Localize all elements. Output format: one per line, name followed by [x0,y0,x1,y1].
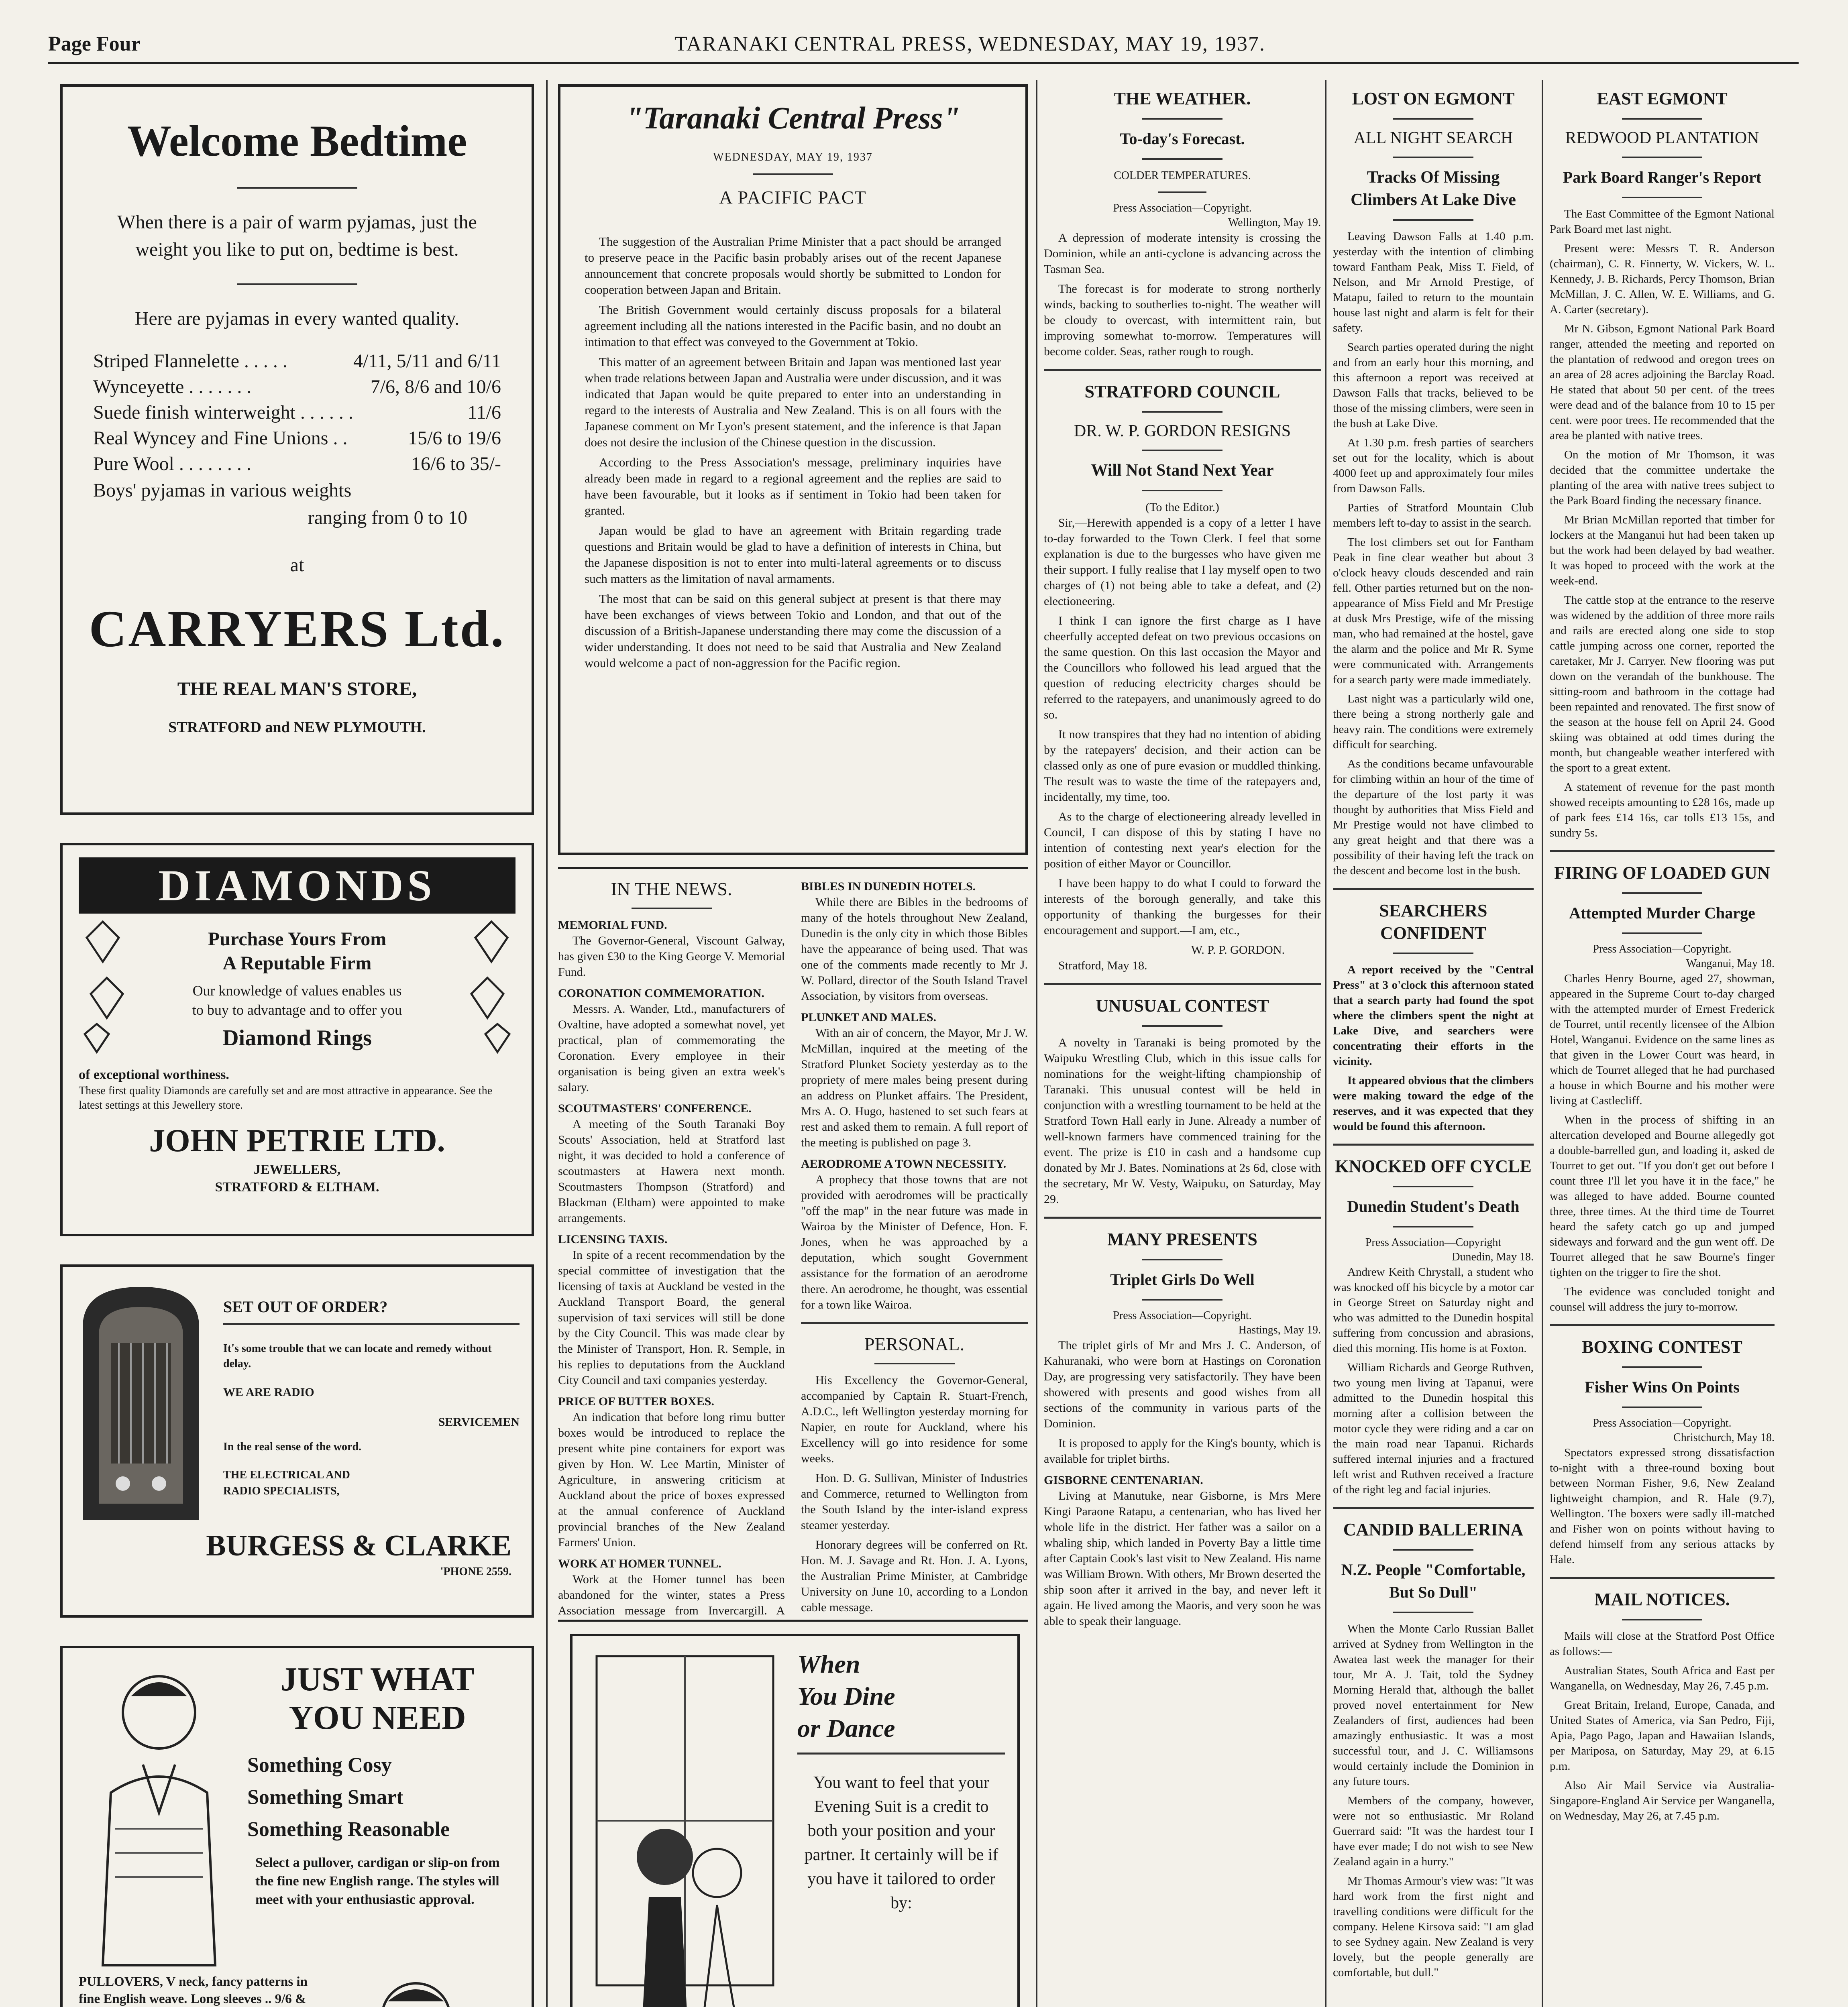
gun-paragraph: The evidence was concluded tonight and counsel will address the jury to-morrow. [1550,1285,1775,1313]
east-egmont-paragraph: The East Committee of the Egmont National Park Board met last night. [1550,208,1775,236]
divider [1333,1144,1534,1146]
ballerina-heading: CANDID BALLERINA [1343,1520,1524,1539]
price-row [79,348,515,374]
divider [1622,197,1702,198]
mail-body [1550,1628,1775,1824]
firm-towns: STRATFORD & ELTHAM. [215,1180,379,1195]
weather-body [1044,230,1321,359]
weather-paragraph: The forecast is for moderate to strong northerly winds, backing to southerlies to-night. The weather will be cloudy to overcast, with intermittent rain, but improving somewhat to-morrow. Temperatures will become colder. Seas, rather rough to rough. [1044,282,1321,358]
news-item-text: Messrs. A. Wander, Ltd., manufacturers of Ovaltine, have adopted a somewhat novel, yet practical, plan of commemorating the Coronation. Every employee in their organisation is being given an extra week's salary. [558,1002,785,1094]
ballerina-body [1333,1621,1534,1980]
cycle-paragraph: William Richards and George Ruthven, two young men living at Tapanui, were admitted to the Dunedin hospital this morning after a collision between the motor cycle they were riding and a car on the main road near Tapanui. Richards suffered internal injuries and a fractured left wrist and Ruthven received a fracture of the right leg and facial injuries. [1333,1361,1534,1496]
contest-body: A novelty in Taranaki is being promoted by the Waipuku Wrestling Club, which in this issue calls for nominations for the weight-lifting championship of Taranaki. This unusual contest will be held in conjunction with a wrestling tournament to be held at the Stratford Town Hall early in June. Already a number of well-known farmers have commenced training for the event. The prize is £10 in cash and a handsome cup donated by Mr J. Bates. Nominations at 2s 6d, close with the secretary, Mr W. Vesty, Waipuku, on Saturday, May 29. [1044,1036,1321,1206]
editorial-paragraph: The most that can be said on this general subject at present is that there may have been exchanges of views between Tokio and London, and that out of the discussion of a British-Japanese understanding there may come the discussion of a wider understanding. It does not need to be said that Australia and New Zealand would welcome a pact of non-aggression for the Pacific region. [585,592,1001,670]
price-item-price: 11/6 [467,402,501,423]
weather-subhead: To-day's Forecast. [1120,130,1245,148]
news-item-text: In spite of a recent recommendation by the special committee of investigation that the licensing of taxis at Auckland be vested in the Auckland Transport Board, the general supervision of taxi services will still be done by the City Council. This was made clear by the Minister of Transport, Hon. R. Semple, in his replies to deputations from the Auckland City Council and taxi companies yesterday. [558,1248,785,1387]
divider [797,1753,1005,1755]
divider [223,1323,520,1325]
divider [1393,1612,1473,1613]
editorial-paragraph: This matter of an agreement between Britain and Japan was mentioned last year when trade relations between Japan and Australia were under discussion, and it was indicated that Japan would be quite prepared to enter into an understanding in regard to the interests of Australia and New Zealand. This is on all fours with the Japanese comment on Mr Lyon's present statement, and the inference is that Japan does not desire the inclusion of the Chinese question in the discussion. [585,355,1001,449]
news-item-title: BIBLES IN DUNEDIN HOTELS. [801,880,976,893]
divider [801,1322,1028,1324]
turnbull-body: You want to feel that your Evening Suit is a credit to both your position and your partner. It certainly will be if you have it tailored to order by: [804,1773,998,1912]
east-egmont-paragraph: The cattle stop at the entrance to the reserve was widened by the addition of three more rails and rails are erected along one side to stop cattle jumping across one corner, reported the caretaker, Mr J. Carryer. New flooring was put down on the verandah of the bunkhouse. The sitting-room and bathroom in the cottage had been repainted and renovated. The first snow of the season at the house fell on April 24. Good skiing was obtained at odd times during the month, but changeable weather interfered with the sport to a great extent. [1550,594,1775,774]
presents-dateline: Hastings, May 19. [1238,1324,1321,1336]
diamonds-line6: of exceptional worthiness. [79,1067,229,1082]
news-item-text: A prophecy that those towns that are not provided with aerodromes will be practically "off the map" in the near future was made in Wairoa by the Minister of Defence, Hon. F. Jones, when he was approached by a deputation, which sought Government assistance for the formation of an aerodrome there. An aerodrome, he thought, was essential for a town like Wairoa. [801,1173,1028,1311]
price-item-name: Pure Wool . . . . . . . . [93,453,251,474]
store-tagline: THE REAL MAN'S STORE, [177,678,417,700]
weather-credit: Press Association—Copyright. [1113,202,1252,214]
contest-heading: UNUSUAL CONTEST [1096,996,1269,1016]
weather-heading: THE WEATHER. [1114,89,1251,108]
divider [1393,1186,1473,1187]
divider [1622,892,1702,894]
cycle-heading: KNOCKED OFF CYCLE [1335,1156,1532,1176]
divider [1622,1619,1702,1620]
ad-lead: Here are pyjamas in every wanted quality. [134,308,460,329]
council-subhead2: Will Not Stand Next Year [1091,461,1274,480]
cycle-credit: Press Association—Copyright [1365,1236,1502,1249]
boxing-heading: BOXING CONTEST [1582,1337,1742,1357]
divider [1622,1366,1702,1368]
cycle-paragraph: Andrew Keith Chrystall, a student who was knocked off his bicycle by a motor car in George Street on Saturday night and who was admitted to the Dunedin hospital suffering from concussion and abrasions, died this morning. His home is at Foxton. [1333,1266,1534,1355]
news-item-text: While there are Bibles in the bedrooms of many of the hotels throughout New Zealand, Dunedin is the only city in which those Bibles have the appearance of being used. That was one of the comments made recently to Mr J. W. Pollard, director of the South Island Travel Association, by visitors from overseas. [801,896,1028,1003]
egmont-paragraph: Last night was a particularly wild one, there being a strong northerly gale and heavy rain. The conditions were extremely difficult for searching. [1333,692,1534,751]
editorial-box [558,84,1028,855]
divider [1142,1025,1222,1027]
column-five [1550,80,1775,2007]
price-item-price: 16/6 to 35/- [411,453,501,474]
ballerina-paragraph: Members of the company, however, were not so enthusiastic. Mr Roland Guerrard said: "It was the hardest tour I have ever made; I do not wish to see New Zealand again in a hurry." [1333,1794,1534,1868]
egmont-paragraph: At 1.30 p.m. fresh parties of searchers set out for the locality, which is about 4000 feet up and approximately four miles from Dawson Falls. [1333,436,1534,495]
news-item-list [801,879,1028,1313]
east-egmont-body [1550,206,1775,841]
divider [237,187,357,189]
ad-hillock [60,1646,534,2007]
confident-body [1333,962,1534,1134]
gun-credit: Press Association—Copyright. [1593,943,1732,955]
mail-paragraph: Australian States, South Africa and East per Wanganella, on Wednesday, May 26, 7.45 p.m. [1550,1664,1775,1692]
hillock-s1: Something Cosy [247,1754,392,1777]
hillock-item: PULLOVERS, V neck, fancy patterns in fine English weave. Long sleeves .. 9/6 & [79,1974,308,2006]
radio-line5: THE ELECTRICAL AND [223,1469,350,1481]
radio-line2: WE ARE RADIO [223,1386,314,1399]
east-egmont-paragraph: Mr Brian McMillan reported that timber for lockers at the Manganui hut had been taken up but the work had been delayed by bad weather. It was hoped to proceed with the work at the week-end. [1550,513,1775,587]
council-paragraph: It now transpires that they had no intention of abiding by the ratepayers' decision, and their action can be classed only as one of pure evasion or muddled thinking. The result was to waste the time of the ratepayers and, incidentally, my time, too. [1044,728,1321,804]
presents-paragraph: It is proposed to apply for the King's bounty, which is available for triplet births. [1044,1437,1321,1466]
divider [1044,983,1321,985]
radio-set-icon [75,1279,207,1528]
editorial-paragraph: The suggestion of the Australian Prime Minister that a pact should be arranged to preserve peace in the Pacific basin probably arises out of the recent Japanese announcement that concrete proposals would shortly be submitted to London for cooperation between Japan and Britain. [585,234,1001,297]
ballerina-paragraph: Mr Thomas Armour's view was: "It was hard work from the first night and travelling conditions were difficult for the company. Helene Kirsova said: "I am glad to see Sydney again. New Zealand is very lovely, but the people generally are comfortable, but dull." [1333,1875,1534,1979]
ballerina-paragraph: When the Monte Carlo Russian Ballet arrived at Sydney from Wellington in the Awatea last week the manager for their tour, Mr A. J. Tait, told the Sydney Morning Herald that, although the ballet proved novel entertainment for New Zealanders of first, audiences had been amazingly enthusiastic. It was a most successful tour, and J. C. Williamsons would certainly include the Dominion in any future tours. [1333,1622,1534,1788]
confident-heading: SEARCHERS CONFIDENT [1379,901,1487,943]
hillock-s3: Something Reasonable [247,1818,450,1841]
gisborne-body: Living at Manutuke, near Gisborne, is Mrs Mere Kingi Paraone Ratapu, a centenarian, who has lived her whole life in the district. Her father was a sailor on a whaling ship, which landed in Poverty Bay a little time after Captain Cook's last visit to New Zealand. His name was William Brown. With others, Mr Brown deserted the ship soon after it arrived in the bay, and never left it again. He lived among the Maoris, and very soon he was able to speak their language. [1044,1489,1321,1628]
editorial-paragraph: According to the Press Association's message, preliminary inquiries have already been made in regard to a regional agreement and the replies are said to have been favourable, but it looks as if sentiment in Tokio had been taken for granted. [585,455,1001,517]
diamonds-line7: These first quality Diamonds are carefully set and are most attractive in appearance. See the latest settings at this Jewellery store. [79,1085,493,1111]
editorial-paragraph: The British Government would certainly discuss proposals for a bilateral agreement including all the nations interested in the Pacific basin, and no doubt an intimation to that effect was conveyed to the Government at Tokio. [585,303,1001,349]
news-item-text: Work at the Homer tunnel has been abandoned for the winter, states a Press Association message from Invercargill. A [558,1573,785,1617]
divider [1142,158,1222,160]
store-name: CARRYERS Ltd. [89,600,505,658]
council-dated: Stratford, May 18. [1058,959,1147,972]
egmont-paragraph: As the conditions became unfavourable for climbing within an hour of the time of the departure of the lost party it was thought by authorities that Miss Field and Mr Prestige would not have climbed to any great height and that there was a possibility of their having left the track on the descent and become lost in the bush. [1333,757,1534,877]
man-in-cardigan-illustration [312,1973,512,2007]
page-number: Page Four [48,33,141,55]
diamonds-line3: Our knowledge of values enables us [192,983,402,999]
presents-subhead: Triplet Girls Do Well [1110,1270,1255,1288]
divider [1044,369,1321,371]
firm-name: BURGESS & CLARKE [206,1529,511,1562]
news-item-text: A meeting of the South Taranaki Boy Scouts' Association, held at Stratford last night, it was decided to hold a conference of scoutmasters at Hawera next month. Scoutmasters Thompson (Stratford) and Blackman (Eltham) were appointed to make arrangements. [558,1117,785,1225]
editorial-headline: A PACIFIC PACT [719,187,867,208]
news-heading: IN THE NEWS. [611,879,732,899]
east-egmont-paragraph: Mr N. Gibson, Egmont National Park Board ranger, attended the meeting and reported on the plantation of redwood and oregon trees on an area of 28 acres adjoining the Barclay Road. He stated that about 50 per cent. of the trees were dead and of the balance from 10 to 15 per cent. were poor trees. He recommended that the area be planted with native trees. [1550,322,1775,442]
news-item-text: With an air of concern, the Mayor, Mr J. W. McMillan, inquired at the meeting of the Stratford Plunket Society yesterday as to the propriety of mere males being present during an address on Plunket affairs. The President, Mrs A. O. Hugo, hastened to set such fears at rest and asked them to remain. A full report of the meeting is published on page 3. [801,1026,1028,1149]
price-item-name: Real Wyncey and Fine Unions . . [93,427,348,449]
presents-body [1044,1337,1321,1467]
man-in-pullover-illustration [79,1660,239,1973]
price-item-name: Suede finish winterweight . . . . . . [93,402,353,423]
column-three [1044,80,1321,2007]
cycle-dateline: Dunedin, May 18. [1452,1251,1534,1263]
price-row [79,400,515,425]
price-item-name: Striped Flannelette . . . . . [93,350,287,372]
turnbull-h3: or Dance [797,1714,895,1742]
turnbull-h2: You Dine [797,1682,895,1710]
divider [1333,1507,1534,1509]
editorial-body [585,234,1001,671]
boxing-body: Spectators expressed strong dissatisfaction to-night with a three-round boxing bout between Norman Fisher, 9.6, New Zealand lightweight champion, and R. Hale (9.7), Wellington. The boxers were sadly ill-matched and Fisher won on points without having to defend himself from any serious attacks by Hale. [1550,1446,1775,1566]
council-paragraph: Sir,—Herewith appended is a copy of a letter I have to-day forwarded to the Town Clerk. I feel that some explanation is due to the burgesses who have given me their support. I fully realise that I lay myself open to two charges of (1) not being able to take a defeat, and (2) electioneering. [1044,516,1321,608]
egmont-paragraph: The lost climbers set out for Fantham Peak in fine clear weather but about 3 o'clock heavy clouds descended and rain fell. Other parties returned but on the non-appearance of Miss Field and Mr Prestige at dusk Mrs Prestige, wife of the missing man, who had remained at the hostel, gave the alarm and the police and Mr R. Syme were communicated with. Arrangements for a search party were made immediately. [1333,536,1534,686]
divider [1393,953,1473,954]
divider [1550,1577,1775,1579]
ad-burgess-clarke [60,1264,534,1618]
personal-body [801,1372,1028,1622]
weather-kicker: COLDER TEMPERATURES. [1114,169,1251,182]
gun-heading: FIRING OF LOADED GUN [1554,863,1770,883]
radio-line1: It's some trouble that we can locate and remedy without delay. [223,1342,492,1370]
egmont-subhead: ALL NIGHT SEARCH [1353,129,1513,147]
ad-at: at [290,554,304,576]
divider [1142,411,1222,413]
egmont-paragraph: Leaving Dawson Falls at 1.40 p.m. yesterday with the intention of climbing toward Fantham Peak, Miss T. Field, of Nelson, and Mr Arnold Prestige, of Matapu, failed to return to the mountain house last night and alarm is felt for their safety. [1333,230,1534,334]
divider [1142,118,1222,120]
news-item-text: An indication that before long rimu butter boxes would be introduced to replace the present white pine containers for export was given by Hon. W. Lee Martin, Minister of Agriculture, in answering criticism at Auckland about the price of boxes expressed at the annual conference of Auckland provincial branches of the New Zealand Farmers' Union. [558,1411,785,1549]
presents-paragraph: The triplet girls of Mr and Mrs J. C. Anderson, of Kahuranaki, who were born at Hastings on Coronation Day, are progressing very satisfactorily. They have been showered with presents and good wishes from all sections of the community in various parts of the Dominion. [1044,1339,1321,1430]
divider [1622,118,1702,120]
column-rule [1036,80,1037,2007]
boxing-subhead: Fisher Wins On Points [1585,1378,1740,1396]
in-the-news [558,867,1028,1622]
hillock-s2: Something Smart [247,1786,403,1809]
east-egmont-subhead2: Park Board Ranger's Report [1563,168,1762,186]
ad-title: Welcome Bedtime [127,116,467,165]
column-rule [546,80,548,2007]
boxing-credit: Press Association—Copyright. [1593,1417,1732,1429]
council-note: (To the Editor.) [1145,501,1219,514]
hillock-body: Select a pullover, cardigan or slip-on from the fine new English range. The styles will meet with your enthusiastic approval. [255,1855,500,1907]
masthead [48,32,1799,64]
mail-heading: MAIL NOTICES. [1594,1590,1730,1609]
east-egmont-paragraph: On the motion of Mr Thomson, it was decided that the committee undertake the planting of the area with native trees subject to the Park Board finding the necessary finance. [1550,448,1775,507]
divider [1622,157,1702,158]
gun-body [1550,971,1775,1315]
diamond-icon [79,914,135,1066]
column-rule [1542,80,1543,2007]
divider [1550,1324,1775,1326]
ballerina-subhead: N.Z. People "Comfortable, But So Dull" [1341,1561,1526,1601]
council-paragraph: As to the charge of electioneering already levelled in Council, I can dispose of this by stating I have no intention of contesting next year's election for the position of either Mayor or Councillor. [1044,810,1321,870]
news-item-text: The Governor-General, Viscount Galway, has given £30 to the King George V. Memorial Fund. [558,934,785,979]
dancing-couple-illustration [585,1648,785,2007]
price-item-price: 4/11, 5/11 and 6/11 [353,350,501,372]
price-list [79,348,515,477]
divider [1393,1226,1473,1227]
council-subhead: DR. W. P. GORDON RESIGNS [1074,422,1291,440]
presents-credit: Press Association—Copyright. [1113,1309,1252,1322]
personal-paragraph: Honorary degrees will be conferred on Rt. Hon. M. J. Savage and Rt. Hon. J. A. Lyons, the Australian Prime Minister, at Cambridge University on June 10, according to a London cable message. [801,1538,1028,1614]
divider [1622,932,1702,934]
hillock-item-list [79,1973,312,2007]
news-item-title: SCOUTMASTERS' CONFERENCE. [558,1102,752,1115]
divider [237,283,357,285]
column-rule [1325,80,1326,2007]
personal-paragraph: Hon. D. G. Sullivan, Minister of Industries and Commerce, returned to Wellington from the South Island by the inter-island express steamer yesterday. [801,1472,1028,1532]
news-item-title: MEMORIAL FUND. [558,918,667,932]
divider [1142,1259,1222,1260]
council-signature: W. P. P. GORDON. [1191,943,1285,957]
editorial-masthead: "Taranaki Central Press" [626,100,960,135]
mail-paragraph: Mails will close at the Stratford Post Office as follows:— [1550,1630,1775,1658]
personal-paragraph [801,1619,1028,1622]
diamonds-line2: A Reputable Firm [222,953,372,974]
ad-intro: When there is a pair of warm pyjamas, just the weight you like to put on, bedtime is best. [117,212,477,260]
personal-heading: PERSONAL. [864,1334,965,1354]
editorial-paragraph: Japan would be glad to have an agreement with Britain regarding trade questions and Britain would be glad to have a definition of interests in China, but the Japanese disposition is not to enter into multi-lateral agreements or to discuss such matters as the limitation of naval armaments. [585,523,1001,586]
divider [753,173,833,175]
divider [1393,118,1473,120]
price-item-price: 15/6 to 19/6 [407,427,501,449]
gisborne-heading: GISBORNE CENTENARIAN. [1044,1474,1203,1487]
confident-paragraph: It appeared obvious that the climbers were making toward the edge of the reserves, and it was expected that they would be found this afternoon. [1333,1074,1534,1133]
divider [1393,219,1473,221]
weather-paragraph: A depression of moderate intensity is crossing the Dominion, while an anti-cyclone is advancing across the Tasman Sea. [1044,231,1321,276]
price-row [79,425,515,451]
firm-sub: JEWELLERS, [253,1162,341,1177]
mail-paragraph: Great Britain, Ireland, Europe, Canada, and United States of America, via San Pedro, Fiji, Apia, Pago Pago, Japan and Hawaiian Islands, per Mariposa, on Saturday, May 29, at 6.15 p.m. [1550,1699,1775,1773]
store-towns: STRATFORD and NEW PLYMOUTH. [168,719,426,736]
egmont-body [1333,229,1534,878]
editorial-date: WEDNESDAY, MAY 19, 1937 [713,151,873,163]
radio-title: SET OUT OF ORDER? [223,1298,388,1316]
divider [1142,490,1222,491]
east-egmont-paragraph: A statement of revenue for the past month showed receipts amounting to £28 16s, made up of park fees £14 16s, car tolls £13 15s, and sundry 5s. [1550,781,1775,839]
divider [632,908,712,909]
divider [1044,1217,1321,1219]
column-four [1333,80,1534,2007]
ad-diamonds [60,843,534,1236]
east-egmont-paragraph: Present were: Messrs T. R. Anderson (chairman), C. R. Finnerty, W. Vickers, W. L. Kennedy, J. B. Richards, Percy Thomson, Brian McMillan, J. C. Allen, W. E. Williams, and G. A. Carter (secretary). [1550,242,1775,316]
hillock-title1: JUST WHAT [280,1661,475,1698]
divider [1333,888,1534,890]
confident-paragraph: A report received by the "Central Press" at 3 o'clock this afternoon stated that a search party had found the spot where the climbers spent the night at Lake Dive, and searchers were concentrating their efforts in the vicinity. [1333,963,1534,1068]
news-item-title: WORK AT HOMER TUNNEL. [558,1557,721,1570]
divider [874,1363,955,1364]
weather-dateline: Wellington, May 19. [1228,216,1321,229]
egmont-heading: LOST ON EGMONT [1352,89,1515,108]
hillock-title2: YOU NEED [289,1699,466,1736]
masthead-line: TARANAKI CENTRAL PRESS, WEDNESDAY, MAY 19, 1937. [674,33,1265,55]
turnbull-h1: When [797,1650,860,1678]
diamond-icon [459,914,515,1066]
divider [1622,1407,1702,1408]
gun-paragraph: When in the process of shifting in an altercation developed and Bourne allegedly got a double-barrelled gun, and loading it, asked de Tourret to get out. "If you don't get out before I count three I'll let you have it in the face," he was alleged to have added. Bourne counted three, three times. At the third time de Tourret heard the safety catch go up and jumped sideways and forward and the gun went off. De Tourret alleged that he saw Bourne's finger tighten on the trigger to fire the shot. [1550,1113,1775,1279]
price-item-price: 7/6, 8/6 and 10/6 [370,376,501,397]
boys-line: Boys' pyjamas in various weights [93,480,352,501]
price-row [79,451,515,477]
diamonds-line4: to buy to advantage and to offer you [192,1002,402,1018]
personal-paragraph: His Excellency the Governor-General, accompanied by Captain R. Stuart-French, A.D.C., left Wellington yesterday morning for Napier, en route for Auckland, where his Excellency will go into residence for some weeks. [801,1374,1028,1465]
divider [1550,850,1775,852]
council-paragraph: I think I can ignore the first charge as I have cheerfully accepted defeat on two previous occasions on the same question. On this last occasion the Mayor and the Councillors who followed his lead argued that the question of reducing electricity charges should be referred to the ratepayers, and unanimously agreed to do so. [1044,614,1321,721]
divider [1142,450,1222,451]
egmont-subhead2: Tracks Of Missing Climbers At Lake Dive [1351,168,1516,209]
ad-welcome-bedtime [60,84,534,815]
mail-paragraph: Also Air Mail Service via Australia-Singapore-England Air Service per Wanganella, on Wednesday, May 26, at 7.45 p.m. [1550,1779,1775,1822]
gun-dateline: Wanganui, May 18. [1686,957,1775,970]
divider [1393,157,1473,158]
east-egmont-heading: EAST EGMONT [1597,89,1728,108]
firm-name: JOHN PETRIE LTD. [149,1123,445,1158]
boxing-dateline: Christchurch, May 18. [1673,1431,1775,1444]
council-paragraph: I have been happy to do what I could to forward the interests of the borough generally, and take this opportunity of thanking the burgesses for their encouragement and support.—I am, etc., [1044,877,1321,937]
presents-heading: MANY PRESENTS [1107,1229,1257,1249]
news-item-list [558,917,785,1622]
radio-line3: SERVICEMEN [438,1415,520,1429]
divider [1158,191,1206,193]
divider [1393,1549,1473,1551]
egmont-paragraph: Parties of Stratford Mountain Club members left to-day to assist in the search. [1333,501,1534,529]
price-row [79,374,515,400]
radio-line6: RADIO SPECIALISTS, [223,1485,340,1497]
diamonds-banner: DIAMONDS [79,857,515,914]
cycle-body [1333,1264,1534,1497]
radio-line4: In the real sense of the word. [223,1441,362,1453]
news-item-title: AERODROME A TOWN NECESSITY. [801,1157,1007,1170]
price-item-name: Wynceyette . . . . . . . [93,376,252,397]
cycle-subhead: Dunedin Student's Death [1347,1197,1520,1215]
news-item-title: PLUNKET AND MALES. [801,1011,937,1024]
divider [1142,1299,1222,1301]
east-egmont-subhead: REDWOOD PLANTATION [1565,129,1759,147]
council-body [1044,515,1321,938]
gun-paragraph: Charles Henry Bourne, aged 27, showman, appeared in the Supreme Court to-day charged with the attempted murder of Ernest Frederick de Tourret, until recently licensee of the Albion Hotel, Wanganui. Evidence on the same lines as that given in the Lower Court was heard, in which de Tourret alleged that he had purchased a house in which Bourne and his mother were living at Castlecliff. [1550,972,1775,1107]
diamonds-line1: Purchase Yours From [208,928,387,950]
egmont-paragraph: Search parties operated during the night and from an early hour this morning, and this afternoon a report was received at Dawson Falls that tracks, believed to be those of the missing climbers, were seen in the bush at Lake Dive. [1333,341,1534,430]
firm-phone: 'PHONE 2559. [440,1565,511,1578]
news-item-title: LICENSING TAXIS. [558,1233,668,1246]
news-item-title: PRICE OF BUTTER BOXES. [558,1395,714,1408]
diamonds-rings: Diamond Rings [222,1026,372,1050]
ad-turnbull [570,1634,1020,2007]
council-heading: STRATFORD COUNCIL [1084,382,1280,401]
gun-subhead: Attempted Murder Charge [1569,904,1755,922]
news-item-title: CORONATION COMMEMORATION. [558,987,764,1000]
boys-range: ranging from 0 to 10 [308,507,467,528]
